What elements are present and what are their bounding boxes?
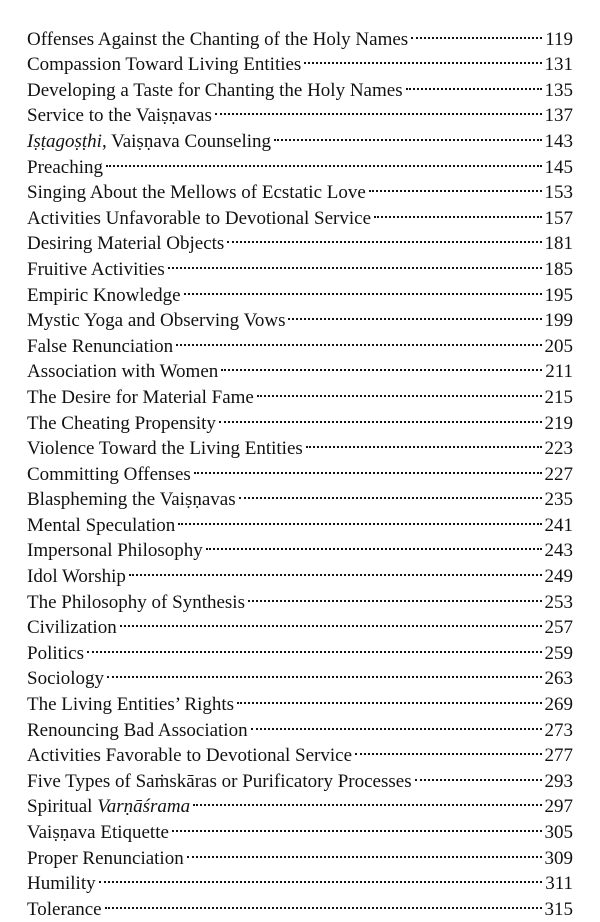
entry-page-number: 145 xyxy=(544,156,573,178)
toc-entry[interactable] xyxy=(27,147,573,178)
entry-title: The Living Entities’ Rights xyxy=(27,694,235,716)
dot-leader xyxy=(172,812,542,838)
entry-title: False Renunciation xyxy=(27,335,174,357)
dot-leader xyxy=(193,787,541,813)
entry-page-number: 253 xyxy=(544,591,573,613)
entry-page-number: 293 xyxy=(544,770,573,792)
dot-leader xyxy=(219,403,542,429)
entry-title: Five Types of Saṁskāras or Purificatory Processes xyxy=(27,770,412,792)
dot-leader xyxy=(187,838,542,864)
entry-title: Singing About the Mellows of Ecstatic Love xyxy=(27,182,366,204)
dot-leader xyxy=(415,761,542,787)
entry-title: Activities Favorable to Devotional Service xyxy=(27,745,353,767)
entry-page-number: 259 xyxy=(544,642,573,664)
toc-entry[interactable] xyxy=(27,19,573,50)
entry-title: Mystic Yoga and Observing Vows xyxy=(27,310,286,332)
entry-page-number: 311 xyxy=(545,873,573,895)
entry-page-number: 277 xyxy=(544,745,573,767)
entry-page-number: 181 xyxy=(544,233,573,255)
entry-title: Sociology xyxy=(27,668,105,690)
table-of-contents xyxy=(27,19,573,920)
entry-title: Developing a Taste for Chanting the Holy Names xyxy=(27,79,403,101)
entry-page-number: 269 xyxy=(544,694,573,716)
entry-page-number: 257 xyxy=(544,617,573,639)
toc-entry[interactable] xyxy=(27,889,573,920)
dot-leader xyxy=(120,608,542,634)
entry-title: Renouncing Bad Association xyxy=(27,719,248,741)
entry-page-number: 153 xyxy=(544,182,573,204)
dot-leader xyxy=(106,147,542,173)
entry-title: Association with Women xyxy=(27,361,219,383)
entry-title: Spiritual Varṇāśrama xyxy=(27,796,191,818)
entry-title: Fruitive Activities xyxy=(27,258,165,280)
dot-leader xyxy=(288,301,541,327)
dot-leader xyxy=(306,429,542,455)
entry-page-number: 131 xyxy=(544,54,573,76)
entry-page-number: 243 xyxy=(544,540,573,562)
entry-page-number: 223 xyxy=(544,438,573,460)
entry-page-number: 273 xyxy=(544,719,573,741)
entry-page-number: 241 xyxy=(544,514,573,536)
entry-page-number: 211 xyxy=(545,361,573,383)
entry-title: Violence Toward the Living Entities xyxy=(27,438,303,460)
dot-leader xyxy=(107,659,541,685)
entry-page-number: 199 xyxy=(544,310,573,332)
entry-title: Politics xyxy=(27,642,85,664)
entry-title: The Desire for Material Fame xyxy=(27,386,254,408)
entry-title: Humility xyxy=(27,873,96,895)
dot-leader xyxy=(168,249,542,275)
entry-page-number: 315 xyxy=(544,898,573,920)
entry-title: Idol Worship xyxy=(27,566,126,588)
dot-leader xyxy=(227,224,541,250)
entry-page-number: 205 xyxy=(544,335,573,357)
dot-leader xyxy=(248,582,542,608)
entry-page-number: 137 xyxy=(544,105,573,127)
entry-title: Service to the Vaiṣṇavas xyxy=(27,105,212,127)
entry-page-number: 263 xyxy=(544,668,573,690)
dot-leader xyxy=(184,275,542,301)
dot-leader xyxy=(355,736,541,762)
dot-leader xyxy=(129,556,542,582)
entry-title: Impersonal Philosophy xyxy=(27,540,203,562)
entry-title: Mental Speculation xyxy=(27,514,176,536)
entry-page-number: 157 xyxy=(544,207,573,229)
dot-leader xyxy=(215,96,542,122)
entry-title: Compassion Toward Living Entities xyxy=(27,54,302,76)
dot-leader xyxy=(406,70,542,96)
toc-entry[interactable] xyxy=(27,659,573,690)
entry-title: Civilization xyxy=(27,617,117,639)
entry-title: The Cheating Propensity xyxy=(27,412,216,434)
toc-entry[interactable] xyxy=(27,864,573,895)
entry-page-number: 119 xyxy=(545,28,573,50)
dot-leader xyxy=(251,710,542,736)
entry-page-number: 309 xyxy=(544,847,573,869)
entry-title: Empiric Knowledge xyxy=(27,284,181,306)
toc-entry[interactable] xyxy=(27,633,573,664)
dot-leader xyxy=(239,480,542,506)
dot-leader xyxy=(274,121,541,147)
dot-leader xyxy=(304,45,541,71)
entry-page-number: 227 xyxy=(544,463,573,485)
entry-title: Vaiṣṇava Etiquette xyxy=(27,822,169,843)
toc-entry[interactable] xyxy=(27,684,573,716)
entry-page-number: 297 xyxy=(544,796,573,818)
entry-title: Tolerance xyxy=(27,898,102,920)
dot-leader xyxy=(87,633,541,659)
entry-page-number: 143 xyxy=(544,130,573,152)
entry-title: Proper Renunciation xyxy=(27,847,184,869)
entry-page-number: 215 xyxy=(544,386,573,408)
entry-page-number: 235 xyxy=(544,489,573,511)
entry-page-number: 219 xyxy=(544,412,573,434)
entry-title: Offenses Against the Chanting of the Holy Names xyxy=(27,28,409,50)
dot-leader xyxy=(374,198,541,224)
entry-page-number: 305 xyxy=(544,822,573,843)
dot-leader xyxy=(178,505,541,531)
dot-leader xyxy=(105,889,542,915)
entry-page-number: 185 xyxy=(544,258,573,280)
dot-leader xyxy=(411,19,542,45)
entry-page-number: 195 xyxy=(544,284,573,306)
dot-leader xyxy=(221,352,542,378)
dot-leader xyxy=(194,454,542,480)
dot-leader xyxy=(176,326,541,352)
dot-leader xyxy=(257,377,542,403)
dot-leader xyxy=(99,864,543,890)
entry-title: Iṣṭagoṣṭhi, Vaiṣṇava Counseling xyxy=(27,130,272,152)
dot-leader xyxy=(369,173,542,199)
dot-leader xyxy=(237,684,541,710)
entry-title: The Philosophy of Synthesis xyxy=(27,591,245,613)
entry-title: Activities Unfavorable to Devotional Service xyxy=(27,207,372,229)
dot-leader xyxy=(206,531,542,557)
entry-page-number: 249 xyxy=(544,566,573,588)
entry-title: Desiring Material Objects xyxy=(27,233,225,255)
entry-page-number: 135 xyxy=(544,79,573,101)
entry-title: Blaspheming the Vaiṣṇavas xyxy=(27,489,236,511)
entry-title: Preaching xyxy=(27,156,103,178)
entry-title: Committing Offenses xyxy=(27,463,191,485)
toc-entry[interactable] xyxy=(27,173,573,204)
